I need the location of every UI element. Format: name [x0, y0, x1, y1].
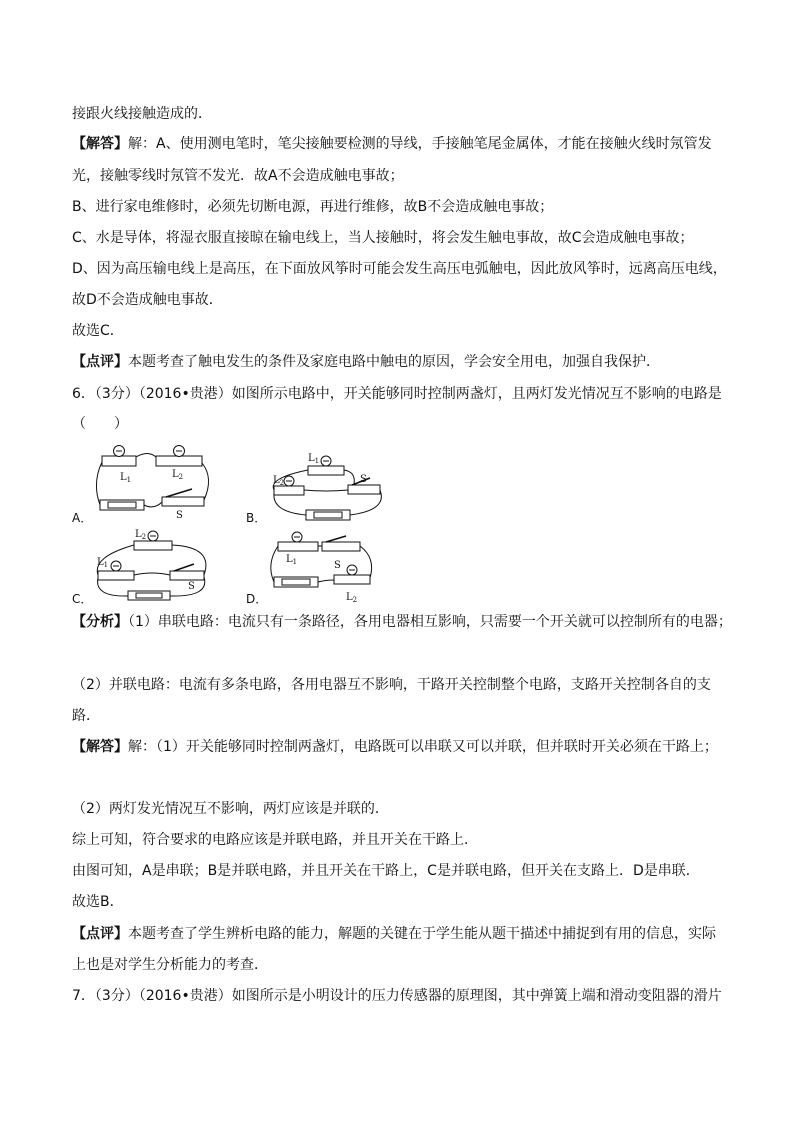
comment-line: 【点评】本题考查了学生辨析电路的能力，解题的关键在于学生能从题干描述中捕捉到有用的信息，实际 [72, 926, 716, 942]
question-line: 6．（3分）（2016•贵港）如图所示电路中，开关能够同时控制两盏灯，且两灯发光情况互不影响的电路是 [72, 386, 722, 402]
option-a-label: A． [72, 511, 93, 525]
svg-text:S: S [188, 581, 195, 592]
section-tag: 【点评】 [72, 354, 128, 370]
svg-text:L1: $L_1$ [308, 453, 320, 465]
text-line: （2）并联电路：电流有多条电路，各用电器互不影响，干路开关控制整个电路，支路开关控制各自的支 [72, 677, 711, 693]
section-tag: 【解答】 [72, 739, 128, 755]
text-line: 综上可知，符合要求的电路应该是并联电路，并且开关在干路上． [72, 832, 478, 848]
text-line: 故D不会造成触电事故． [72, 292, 223, 308]
question-line: 7．（3分）（2016•贵港）如图所示是小明设计的压力传感器的原理图，其中弹簧上端和滑动变阻器的滑片 [72, 988, 722, 1004]
svg-text:S: S [360, 474, 367, 485]
analysis-line: 【分析】（1）串联电路：电流只有一条路径，各用电器相互影响，只需要一个开关就可以控制所有的电器； [72, 614, 732, 630]
text-line: 由图可知，A是串联；B是并联电路，并且开关在干路上，C是并联电路，但开关在支路上．D是串联． [72, 863, 700, 879]
svg-text:L1: $L_1$ [97, 557, 109, 569]
text-line: D、因为高压输电线上是高压，在下面放风筝时可能会发生高压电弧触电，因此放风筝时，远离高压电线， [72, 261, 727, 277]
svg-text:L2: $L_2$ [172, 469, 184, 481]
svg-text:S: S [334, 560, 341, 571]
answer-line: 【解答】解：A、使用测电笔时，笔尖接触要检测的导线，手接触笔尾金属体，才能在接触火线时氖管发 [72, 136, 712, 152]
section-tag: 【分析】 [72, 614, 128, 630]
text-line: 光，接触零线时氖管不发光．故A不会造成触电事故； [72, 168, 404, 184]
option-c-label: C． [72, 592, 93, 606]
section-tag: 【点评】 [72, 926, 128, 942]
svg-text:L2: $L_2$ [346, 592, 358, 604]
option-d-label: D． [246, 592, 268, 606]
svg-text:S: S [176, 510, 183, 521]
answer-line: 【解答】解：（1）开关能够同时控制两盏灯，电路既可以串联又可以并联，但并联时开关必须在干路上； [72, 739, 718, 755]
svg-text:L1: $L_1$ [286, 554, 298, 566]
text-line: 路． [72, 708, 100, 724]
text-line: C、水是导体，将湿衣服直接晾在输电线上，当人接触时，将会发生触电事故，故C会造成触电事故； [72, 230, 694, 246]
circuit-figure-d [264, 528, 389, 608]
comment-line: 【点评】本题考查了触电发生的条件及家庭电路中触电的原因，学会安全用电，加强自我保护． [72, 354, 660, 370]
svg-text:L2: $L_2$ [135, 529, 147, 541]
circuit-figure-b [264, 448, 389, 528]
svg-text:L2: $L_2$ [273, 475, 285, 487]
text-line: 故选C． [72, 323, 124, 339]
circuit-figure-a [92, 438, 217, 523]
circuit-figure-c [86, 527, 216, 607]
text-line: 故选B． [72, 894, 124, 910]
text-line: （2）两灯发光情况互不影响，两灯应该是并联的． [72, 801, 389, 817]
section-tag: 【解答】 [72, 136, 128, 152]
text-line: 上也是对学生分析能力的考查． [72, 957, 268, 973]
svg-text:L1: $L_1$ [120, 472, 132, 484]
option-b-label: B． [246, 511, 267, 525]
text-line: （ ） [72, 416, 128, 432]
text-line: B、进行家电维修时，必须先切断电源，再进行维修，故B不会造成触电事故； [72, 199, 554, 215]
text-line: 接跟火线接触造成的． [72, 106, 212, 122]
